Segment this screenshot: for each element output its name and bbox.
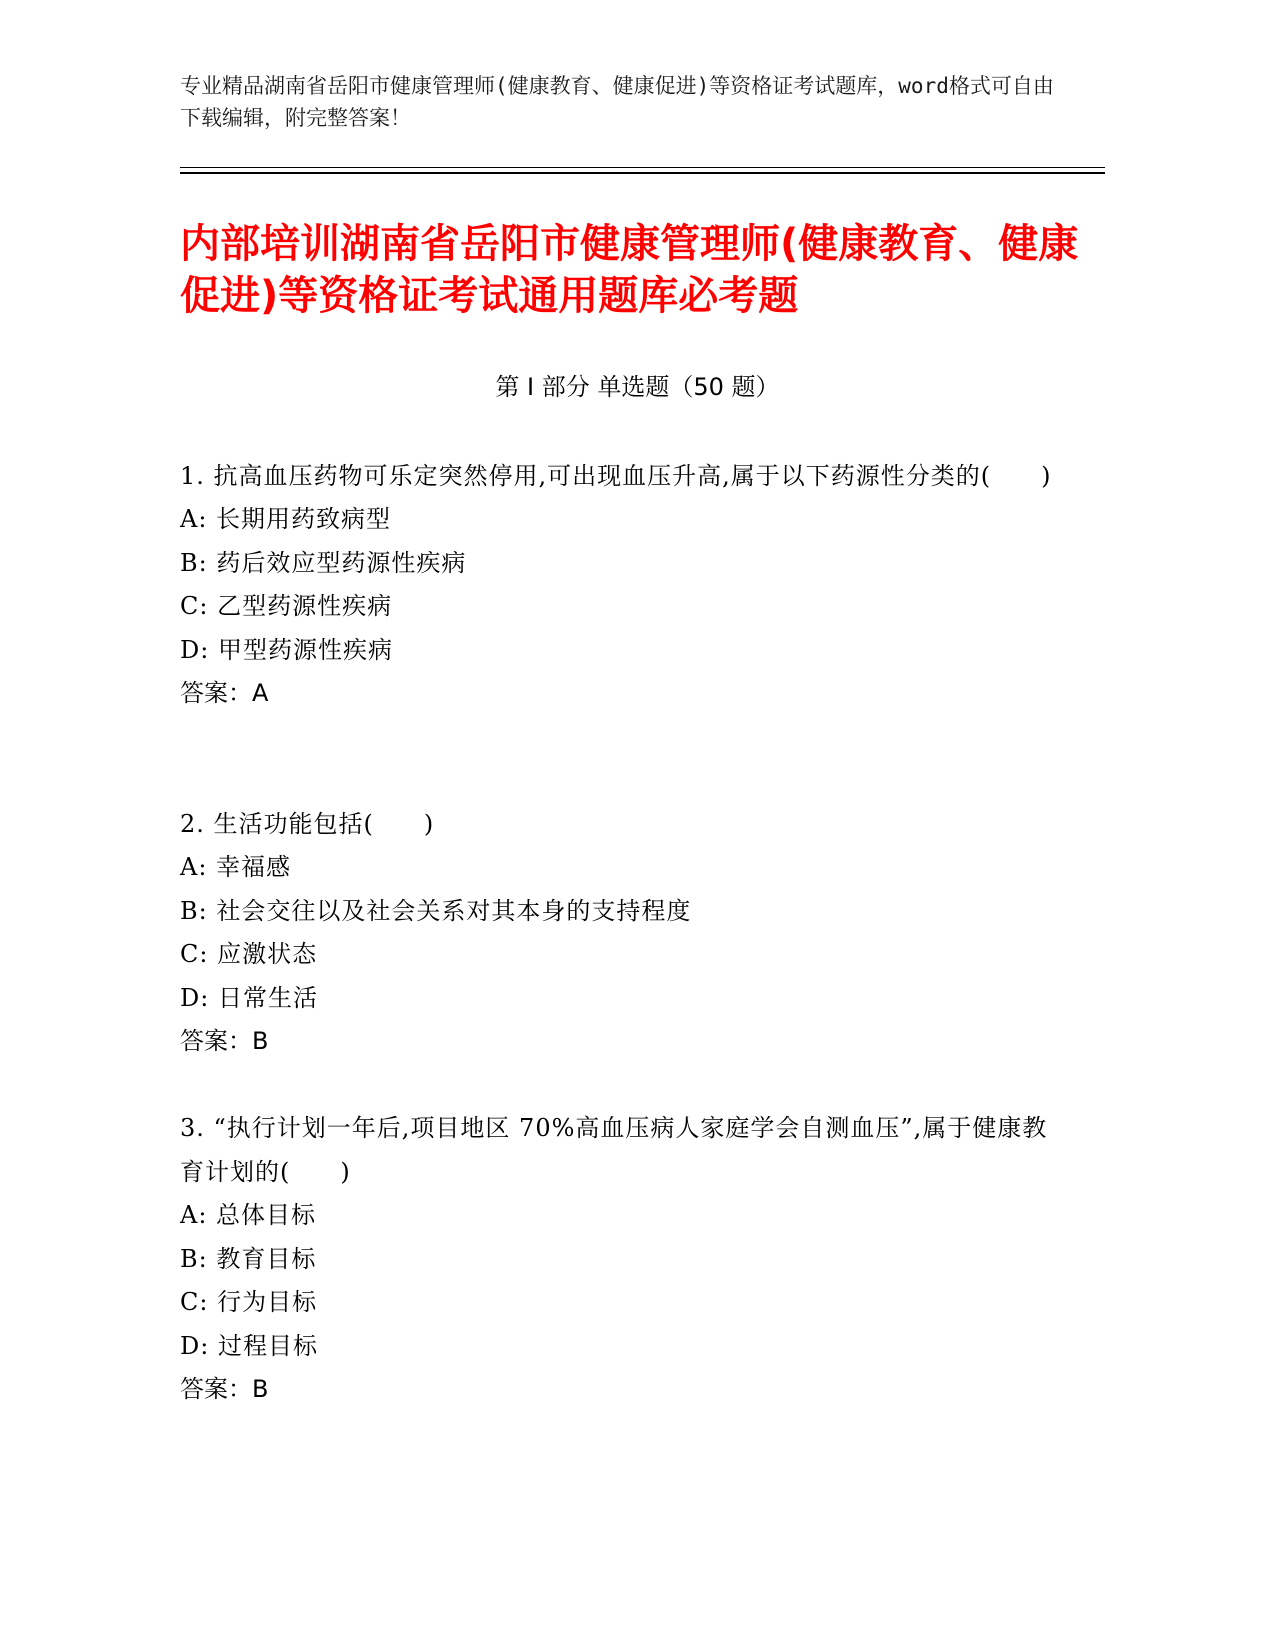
option-b: B: 社会交往以及社会关系对其本身的支持程度 bbox=[180, 896, 692, 925]
answer: 答案：B bbox=[180, 1027, 269, 1055]
option-a: A: 长期用药致病型 bbox=[180, 505, 392, 533]
document-title: 内部培训湖南省岳阳市健康管理师(健康教育、健康促进)等资格证考试通用题库必考题 bbox=[180, 221, 1079, 319]
option-c: C: 应激状态 bbox=[180, 940, 318, 968]
answer: 答案：B bbox=[180, 1375, 269, 1403]
option-b: B: 教育目标 bbox=[180, 1244, 317, 1273]
question-stem: 3. “执行计划一年后,项目地区 70%高血压病人家庭学会自测血压”,属于健康教育计划的( ) bbox=[180, 1114, 1048, 1186]
question-stem: 1. 抗高血压药物可乐定突然停用,可出现血压升高,属于以下药源性分类的( ) bbox=[180, 462, 1052, 490]
section-heading: 第 I 部分 单选题（50 题） bbox=[495, 373, 780, 401]
header-divider-thick bbox=[180, 172, 1105, 174]
option-c: C: 乙型药源性疾病 bbox=[180, 592, 393, 620]
option-a: A: 幸福感 bbox=[180, 853, 292, 881]
question-3 bbox=[180, 1106, 1060, 1412]
option-d: D: 甲型药源性疾病 bbox=[180, 635, 393, 664]
header-divider-thin bbox=[180, 167, 1105, 168]
question-stem: 2. 生活功能包括( ) bbox=[180, 810, 435, 838]
option-b: B: 药后效应型药源性疾病 bbox=[180, 548, 467, 577]
answer: 答案：A bbox=[180, 679, 269, 707]
header-note: 专业精品湖南省岳阳市健康管理师(健康教育、健康促进)等资格证考试题库，word格式可自由下载编辑，附完整答案！ bbox=[180, 74, 1054, 130]
option-c: C: 行为目标 bbox=[180, 1288, 318, 1316]
question-1 bbox=[180, 454, 1060, 716]
option-d: D: 日常生活 bbox=[180, 983, 318, 1012]
question-2 bbox=[180, 802, 1060, 1064]
option-d: D: 过程目标 bbox=[180, 1331, 318, 1360]
option-a: A: 总体目标 bbox=[180, 1201, 317, 1229]
